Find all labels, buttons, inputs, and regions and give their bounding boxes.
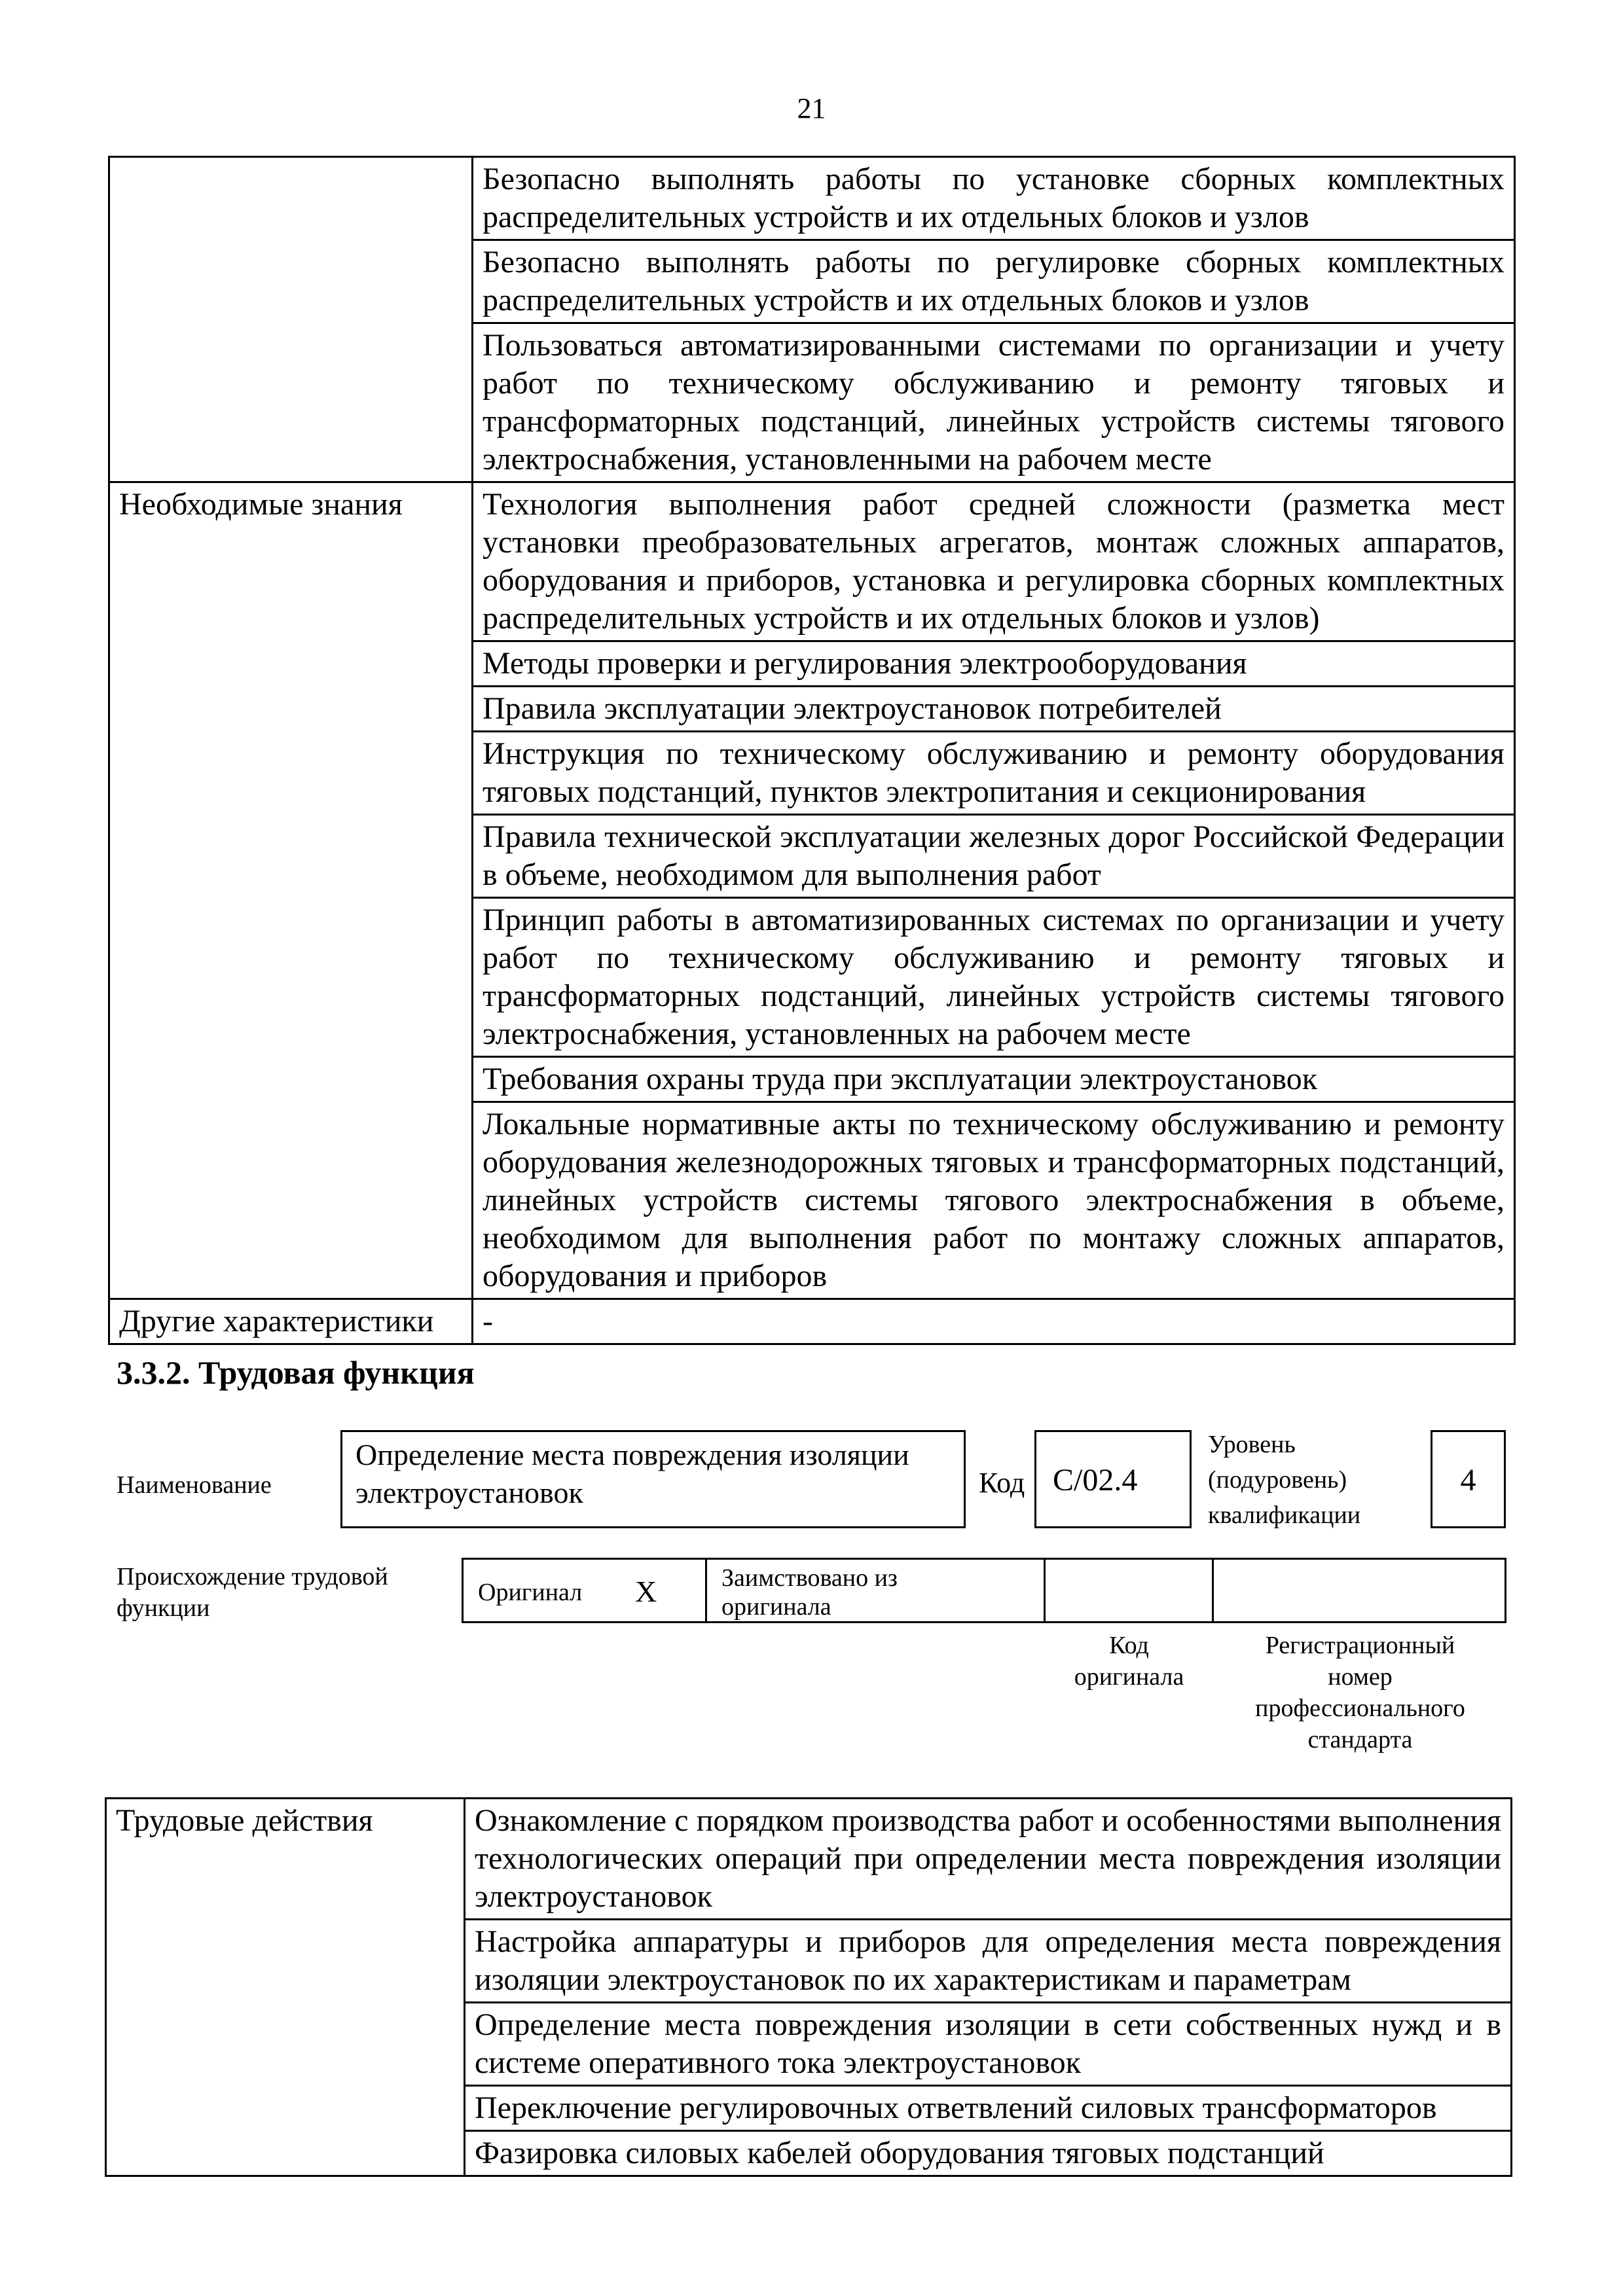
- name-label: Наименование: [117, 1471, 272, 1499]
- row-text-cell: Правила эксплуатации электроустановок потребителей: [473, 687, 1515, 732]
- row-label-cell: [109, 323, 473, 482]
- row-label-cell: [109, 240, 473, 323]
- level-label: Уровень (подуровень) квалификации: [1208, 1431, 1361, 1529]
- table-row: [109, 1057, 1515, 1102]
- row-label-cell: [109, 732, 473, 815]
- row-label-cell: [109, 641, 473, 687]
- labour-action-item: Переключение регулировочных ответвлений силовых трансформаторов: [465, 2086, 1512, 2131]
- row-text-cell: Правила технической эксплуатации железных дорог Российской Федерации в объеме, необходимом для выполнения работ: [473, 815, 1515, 898]
- row-text-cell: Безопасно выполнять работы по установке сборных комплектных распределительных устройств и их отдельных блоков и узлов: [473, 157, 1515, 240]
- row-text-cell: Безопасно выполнять работы по регулировке сборных комплектных распределительных устройств и их отдельных блоков и узлов: [473, 240, 1515, 323]
- table-row: [109, 687, 1515, 732]
- reg-number-caption: Регистрационный номер профессионального стандарта: [1255, 1632, 1465, 1753]
- table-row: [106, 1799, 1512, 1920]
- table-row: [109, 815, 1515, 898]
- table-row: [109, 240, 1515, 323]
- labour-action-item: Ознакомление с порядком производства работ и особенностями выполнения технологических операций при определении места повреждения изоляции электроустановок: [465, 1799, 1512, 1920]
- other-characteristics-label: Другие характеристики: [109, 1299, 473, 1344]
- borrowed-cell: [705, 1558, 1046, 1623]
- row-label-cell: [106, 2003, 465, 2086]
- required-knowledge-label: Необходимые знания: [109, 482, 473, 641]
- name-value: Определение места повреждения изоляции электроустановок: [356, 1438, 909, 1509]
- code-original-caption: Код оригинала: [1074, 1632, 1184, 1691]
- code-value-box: [1034, 1430, 1192, 1528]
- table-row: [106, 1920, 1512, 2003]
- original-label: Оригинал: [478, 1579, 583, 1606]
- row-label-cell: [106, 1920, 465, 2003]
- table-row: [109, 1299, 1515, 1344]
- labour-action-item: Настройка аппаратуры и приборов для определения места повреждения изоляции электроустановок по их характеристикам и параметрам: [465, 1920, 1512, 2003]
- level-value-box: [1431, 1430, 1506, 1528]
- labour-action-item: Определение места повреждения изоляции в сети собственных нужд и в системе оперативного тока электроустановок: [465, 2003, 1512, 2086]
- row-text-cell: -: [473, 1299, 1515, 1344]
- table-row: [106, 2086, 1512, 2131]
- table-row: [106, 2131, 1512, 2176]
- code-original-cell: [1044, 1558, 1214, 1623]
- row-text-cell: Принцип работы в автоматизированных системах по организации и учету работ по техническому обслуживанию и ремонту тяговых и трансформаторных подстанций, линейных устройств системы тягового электроснабжения, установленных на рабочем месте: [473, 898, 1515, 1057]
- table-row: [109, 323, 1515, 482]
- table-row: [109, 732, 1515, 815]
- row-text-cell: Требования охраны труда при эксплуатации электроустановок: [473, 1057, 1515, 1102]
- name-value-box: [340, 1430, 966, 1528]
- row-text-cell: Пользоваться автоматизированными системами по организации и учету работ по техническому обслуживанию и ремонту тяговых и трансформаторных подстанций, линейных устройств системы тягового электроснабжения, установленными на рабочем месте: [473, 323, 1515, 482]
- row-label-cell: [109, 687, 473, 732]
- row-text-cell: Технология выполнения работ средней сложности (разметка мест установки преобразовательных агрегатов, монтаж сложных аппаратов, оборудования и приборов, установка и регулировка сборных комплектных распределительных устройств и их отдельных блоков и узлов): [473, 482, 1515, 641]
- original-cell: [462, 1558, 707, 1623]
- table-row: [109, 157, 1515, 240]
- row-label-cell: [109, 815, 473, 898]
- table-row: [106, 2003, 1512, 2086]
- row-label-cell: [106, 2086, 465, 2131]
- code-value: C/02.4: [1053, 1463, 1138, 1498]
- row-label-cell: [109, 157, 473, 240]
- labour-actions-table: [105, 1797, 1512, 2177]
- table-row: [109, 482, 1515, 641]
- level-value: 4: [1460, 1463, 1476, 1498]
- page-number: 21: [797, 92, 826, 124]
- table-row: [109, 641, 1515, 687]
- row-text-cell: Методы проверки и регулирования электрооборудования: [473, 641, 1515, 687]
- row-label-cell: [106, 2131, 465, 2176]
- borrowed-label: Заимствовано из оригинала: [721, 1564, 898, 1621]
- labour-action-item: Фазировка силовых кабелей оборудования тяговых подстанций: [465, 2131, 1512, 2176]
- table-row: [109, 1102, 1515, 1299]
- reg-number-cell: [1212, 1558, 1506, 1623]
- row-label-cell: [109, 1057, 473, 1102]
- labour-actions-label: Трудовые действия: [106, 1799, 465, 1920]
- row-text-cell: Инструкция по техническому обслуживанию и ремонту оборудования тяговых подстанций, пунктов электропитания и секционирования: [473, 732, 1515, 815]
- original-mark: X: [635, 1575, 657, 1608]
- skills-knowledge-table: [108, 156, 1516, 1345]
- row-label-cell: [109, 1102, 473, 1299]
- origin-label: Происхождение трудовой функции: [117, 1563, 388, 1622]
- code-label: Код: [979, 1467, 1025, 1499]
- row-label-cell: [109, 898, 473, 1057]
- row-text-cell: Локальные нормативные акты по техническому обслуживанию и ремонту оборудования железнодорожных тяговых и трансформаторных подстанций, линейных устройств системы тягового электроснабжения в объеме, необходимом для выполнения работ по монтажу сложных аппаратов, оборудования и приборов: [473, 1102, 1515, 1299]
- section-title: 3.3.2. Трудовая функция: [117, 1354, 475, 1391]
- table-row: [109, 898, 1515, 1057]
